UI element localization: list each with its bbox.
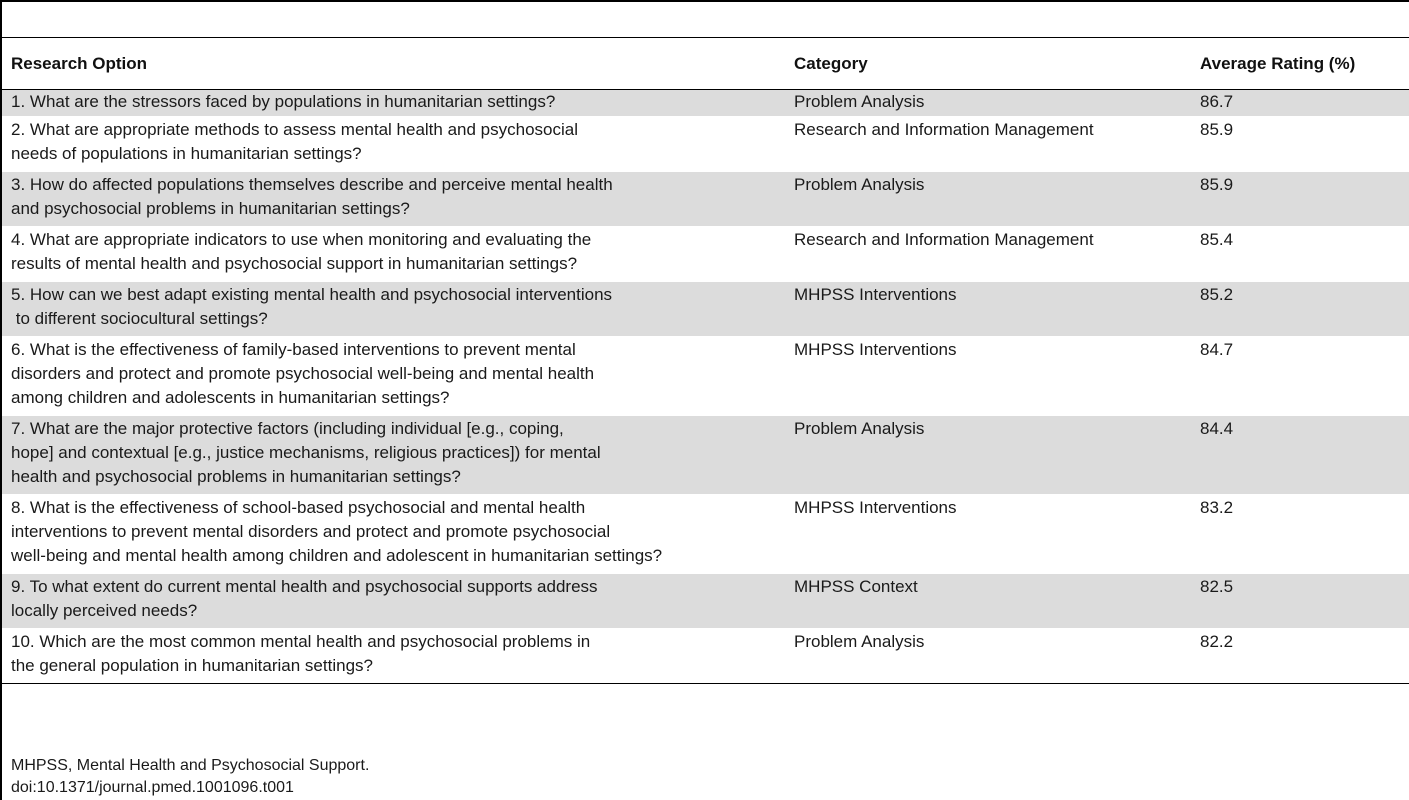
table-row xyxy=(2,416,1409,495)
research-option-cell xyxy=(2,629,785,684)
header-category: Category xyxy=(785,39,1191,90)
category-cell: Research and Information Management xyxy=(785,117,1191,172)
option-line: 5. How can we best adapt existing mental health and psychosocial interventions xyxy=(11,285,613,304)
table-row xyxy=(2,227,1409,282)
rating-cell: 83.2 xyxy=(1191,495,1409,574)
research-option-cell xyxy=(2,574,785,629)
option-line: 6. What is the effectiveness of family-based interventions to prevent mental xyxy=(11,340,576,359)
research-option-cell xyxy=(2,172,785,227)
category-cell: MHPSS Interventions xyxy=(785,495,1191,574)
category-cell: Problem Analysis xyxy=(785,629,1191,684)
research-option-cell xyxy=(2,227,785,282)
option-line: 4. What are appropriate indicators to use when monitoring and evaluating the xyxy=(11,230,592,249)
option-line: locally perceived needs? xyxy=(11,601,198,620)
header-row xyxy=(2,39,1409,90)
research-options-table xyxy=(2,39,1409,684)
option-line: the general population in humanitarian settings? xyxy=(11,656,373,675)
header-research-option: Research Option xyxy=(2,39,785,90)
option-line: 8. What is the effectiveness of school-based psychosocial and mental health xyxy=(11,498,586,517)
option-line: 7. What are the major protective factors (including individual [e.g., coping, xyxy=(11,419,564,438)
table-row xyxy=(2,629,1409,684)
rating-cell: 85.4 xyxy=(1191,227,1409,282)
rating-cell: 82.5 xyxy=(1191,574,1409,629)
research-option-cell xyxy=(2,416,785,495)
table-row xyxy=(2,282,1409,337)
research-option-cell xyxy=(2,337,785,416)
option-line: hope] and contextual [e.g., justice mechanisms, religious practices]) for mental xyxy=(11,443,601,462)
category-cell: MHPSS Interventions xyxy=(785,337,1191,416)
option-line: disorders and protect and promote psychosocial well-being and mental health xyxy=(11,364,595,383)
table-row xyxy=(2,117,1409,172)
option-line: 2. What are appropriate methods to assess mental health and psychosocial xyxy=(11,120,578,139)
research-option-cell xyxy=(2,117,785,172)
option-line: 10. Which are the most common mental health and psychosocial problems in xyxy=(11,632,591,651)
research-option-cell xyxy=(2,90,785,117)
table-row xyxy=(2,337,1409,416)
research-option-cell xyxy=(2,282,785,337)
option-line: interventions to prevent mental disorders and protect and promote psychosocial xyxy=(11,522,611,541)
table-row xyxy=(2,90,1409,117)
rating-cell: 85.9 xyxy=(1191,172,1409,227)
option-line: well-being and mental health among children and adolescent in humanitarian settings? xyxy=(11,546,663,565)
rating-cell: 82.2 xyxy=(1191,629,1409,684)
table-row xyxy=(2,574,1409,629)
rating-cell: 85.9 xyxy=(1191,117,1409,172)
rating-cell: 86.7 xyxy=(1191,90,1409,117)
rating-cell: 84.4 xyxy=(1191,416,1409,495)
category-cell: Problem Analysis xyxy=(785,172,1191,227)
header-top-rule xyxy=(2,37,1409,38)
category-cell: MHPSS Context xyxy=(785,574,1191,629)
research-option-cell xyxy=(2,495,785,574)
top-rule xyxy=(2,0,1409,2)
option-line: among children and adolescents in humanitarian settings? xyxy=(11,388,450,407)
table-row xyxy=(2,172,1409,227)
option-line: needs of populations in humanitarian settings? xyxy=(11,144,362,163)
option-line: results of mental health and psychosocial support in humanitarian settings? xyxy=(11,254,578,273)
option-line: and psychosocial problems in humanitarian settings? xyxy=(11,199,410,218)
category-cell: Problem Analysis xyxy=(785,90,1191,117)
category-cell: MHPSS Interventions xyxy=(785,282,1191,337)
header-average-rating: Average Rating (%) xyxy=(1191,39,1409,90)
rating-cell: 84.7 xyxy=(1191,337,1409,416)
category-cell: Problem Analysis xyxy=(785,416,1191,495)
table-row xyxy=(2,495,1409,574)
option-line: 1. What are the stressors faced by populations in humanitarian settings? xyxy=(11,92,556,111)
option-line: to different sociocultural settings? xyxy=(11,309,268,328)
category-cell: Research and Information Management xyxy=(785,227,1191,282)
table-footnote: MHPSS, Mental Health and Psychosocial Support. xyxy=(11,757,370,774)
option-line: 3. How do affected populations themselves describe and perceive mental health xyxy=(11,175,613,194)
option-line: 9. To what extent do current mental health and psychosocial supports address xyxy=(11,577,598,596)
doi-link[interactable]: doi:10.1371/journal.pmed.1001096.t001 xyxy=(11,779,294,796)
option-line: health and psychosocial problems in humanitarian settings? xyxy=(11,467,461,486)
rating-cell: 85.2 xyxy=(1191,282,1409,337)
